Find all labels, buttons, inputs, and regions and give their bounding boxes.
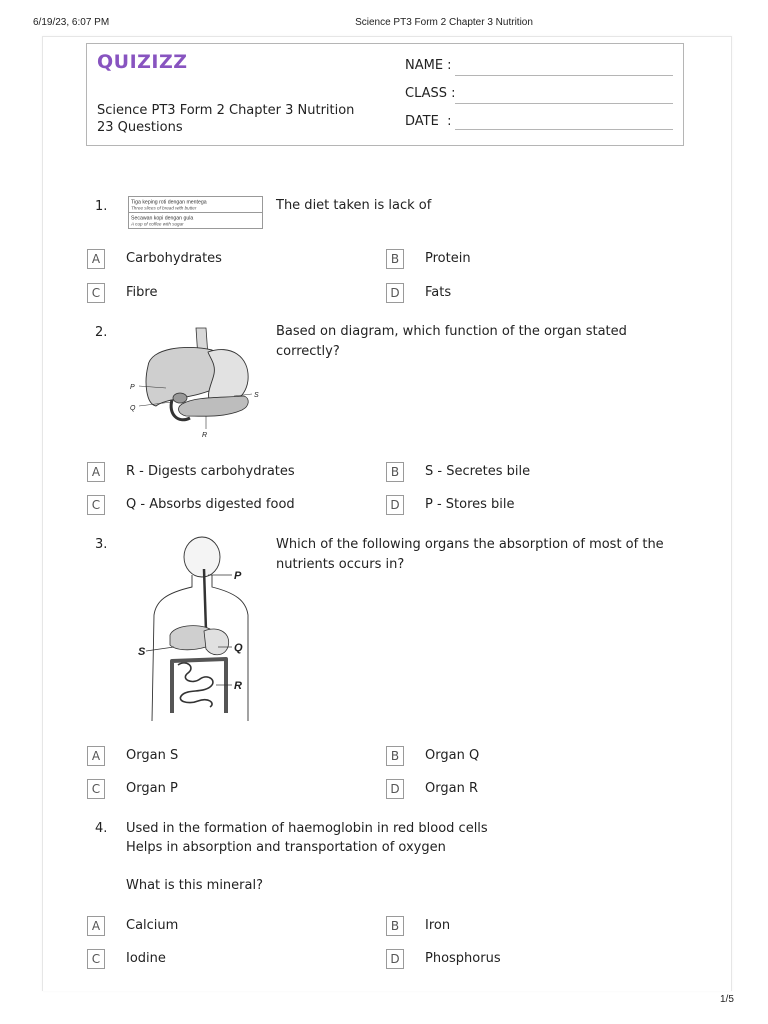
q2-option-b[interactable]: S - Secretes bile: [425, 464, 531, 479]
diagram2-label-s: S: [254, 392, 259, 399]
print-header: [0, 17, 768, 31]
q4-option-b-box[interactable]: B: [386, 916, 404, 936]
print-date: 6/19/23, 6:07 PM: [33, 17, 110, 28]
q2-option-c-box[interactable]: C: [87, 495, 105, 515]
question-1-text: The diet taken is lack of: [276, 198, 432, 213]
question-1-number: 1.: [95, 199, 108, 214]
q4-option-d-box[interactable]: D: [386, 949, 404, 969]
diagram3-label-r: R: [234, 680, 242, 692]
q1-option-c[interactable]: Fibre: [126, 285, 158, 300]
image-row1-ms: Tiga keping roti dengan mentega: [131, 199, 207, 206]
q3-option-d[interactable]: Organ R: [425, 781, 478, 796]
question-3-number: 3.: [95, 537, 108, 552]
image-row2-en: A cup of coffee with sugar: [131, 221, 184, 227]
question-4-text-line1: Used in the formation of haemoglobin in red blood cells: [126, 821, 488, 836]
q1-option-b[interactable]: Protein: [425, 251, 471, 266]
question-3-diagram: [126, 535, 266, 725]
date-field[interactable]: [455, 129, 673, 130]
name-label: NAME :: [405, 58, 452, 73]
q3-option-a[interactable]: Organ S: [126, 748, 179, 763]
q3-option-d-box[interactable]: D: [386, 779, 404, 799]
diagram3-label-q: Q: [234, 642, 243, 654]
q1-option-c-box[interactable]: C: [87, 283, 105, 303]
q2-option-b-box[interactable]: B: [386, 462, 404, 482]
q3-option-a-box[interactable]: A: [87, 746, 105, 766]
question-2-text: Based on diagram, which function of the organ stated correctly?: [276, 324, 627, 359]
diagram2-label-p: P: [130, 384, 135, 391]
image-row1-en: Three slices of bread with butter: [131, 205, 197, 211]
image-row2-ms: Secawan kopi dengan gula: [131, 215, 194, 222]
q2-option-c[interactable]: Q - Absorbs digested food: [126, 497, 295, 512]
q3-option-c-box[interactable]: C: [87, 779, 105, 799]
q4-option-a[interactable]: Calcium: [126, 918, 179, 933]
q2-option-a-box[interactable]: A: [87, 462, 105, 482]
q4-option-d[interactable]: Phosphorus: [425, 951, 501, 966]
diagram3-label-s: S: [138, 646, 146, 658]
date-label: DATE :: [405, 114, 452, 129]
q4-option-a-box[interactable]: A: [87, 916, 105, 936]
question-4-text-line3: What is this mineral?: [126, 878, 263, 893]
q3-option-b-box[interactable]: B: [386, 746, 404, 766]
q1-option-a[interactable]: Carbohydrates: [126, 251, 222, 266]
diagram2-label-r: R: [202, 432, 208, 439]
q1-option-a-box[interactable]: A: [87, 249, 105, 269]
diagram2-label-q: Q: [130, 405, 136, 412]
quiz-title: Science PT3 Form 2 Chapter 3 Nutrition: [97, 103, 355, 118]
q2-option-d[interactable]: P - Stores bile: [425, 497, 515, 512]
question-4-number: 4.: [95, 821, 108, 836]
q1-option-d-box[interactable]: D: [386, 283, 404, 303]
page-number: 1/5: [720, 994, 734, 1005]
q2-option-a[interactable]: R - Digests carbohydrates: [126, 464, 295, 479]
worksheet-header: [86, 43, 684, 146]
question-4-text-line2: Helps in absorption and transportation of oxygen: [126, 840, 446, 855]
question-2-number: 2.: [95, 325, 108, 340]
question-3-text-line2: nutrients occurs in?: [276, 557, 405, 572]
q2-option-d-box[interactable]: D: [386, 495, 404, 515]
question-count: 23 Questions: [97, 120, 183, 135]
question-1-image: [128, 196, 263, 229]
quizizz-logo: QUIZIZZ: [97, 51, 188, 73]
q4-option-c[interactable]: Iodine: [126, 951, 166, 966]
q4-option-c-box[interactable]: C: [87, 949, 105, 969]
q3-option-c[interactable]: Organ P: [126, 781, 178, 796]
diagram3-label-p: P: [234, 570, 242, 582]
question-3-text-line1: Which of the following organs the absorption of most of the: [276, 537, 664, 552]
name-field[interactable]: [455, 75, 673, 76]
class-label: CLASS :: [405, 86, 456, 101]
print-title: Science PT3 Form 2 Chapter 3 Nutrition: [355, 17, 533, 28]
q1-option-d[interactable]: Fats: [425, 285, 452, 300]
q3-option-b[interactable]: Organ Q: [425, 748, 480, 763]
question-2-diagram: [126, 326, 266, 441]
q1-option-b-box[interactable]: B: [386, 249, 404, 269]
q4-option-b[interactable]: Iron: [425, 918, 451, 933]
class-field[interactable]: [455, 103, 673, 104]
